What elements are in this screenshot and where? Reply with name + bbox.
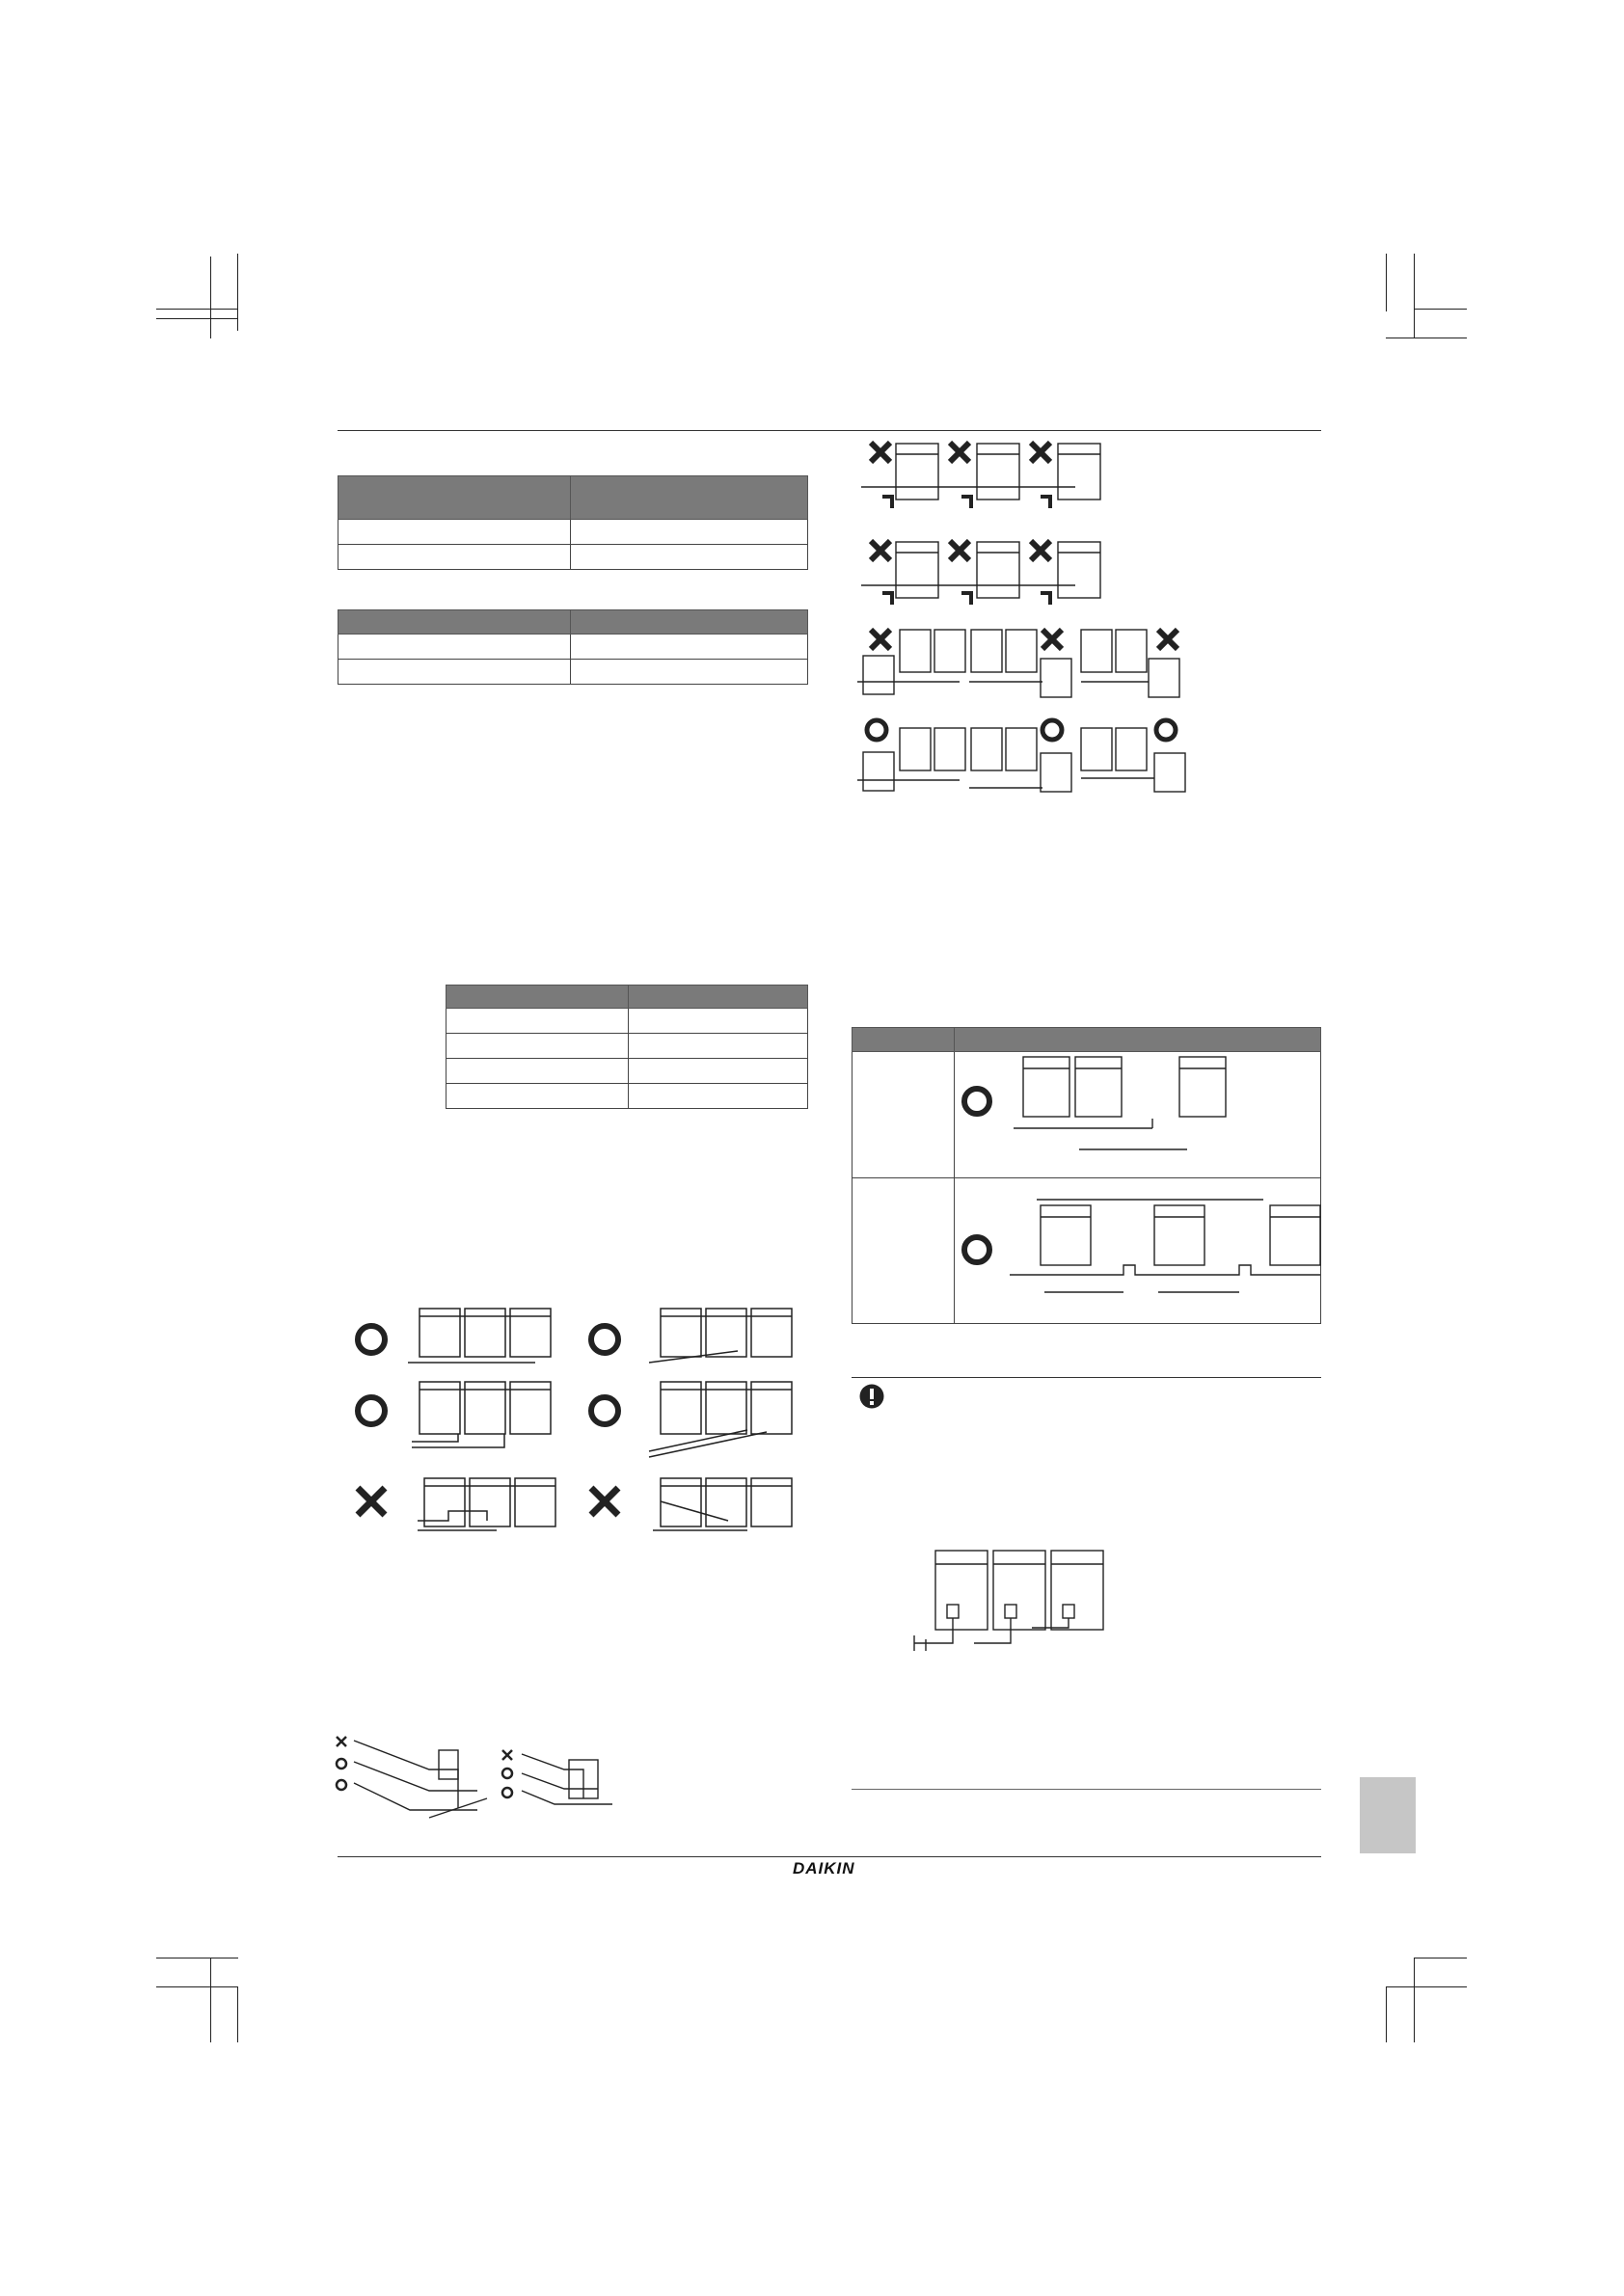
outdoor-unit-connection-diagram	[342, 1297, 805, 1548]
ok-circle-icon	[1156, 720, 1176, 740]
ng-cross-icon	[1158, 630, 1177, 649]
ok-circle-icon	[964, 1237, 989, 1262]
ok-circle-icon	[1042, 720, 1062, 740]
ng-cross-icon	[591, 1488, 618, 1515]
spec-table-1	[338, 475, 808, 570]
installation-example-diagram	[950, 1051, 1321, 1321]
ok-circle-icon	[964, 1089, 989, 1114]
ok-circle-icon	[591, 1397, 618, 1424]
ok-circle-icon	[358, 1326, 385, 1353]
header-rule	[338, 430, 1321, 431]
ok-circle-icon	[867, 720, 886, 740]
ng-cross-icon	[1031, 443, 1050, 462]
ng-cross-icon	[1042, 630, 1062, 649]
ng-cross-icon	[871, 541, 890, 560]
right-column-end-rule	[852, 1789, 1321, 1790]
warning-exclamation-icon	[858, 1383, 885, 1410]
notice-top-rule	[852, 1377, 1321, 1378]
footer-rule	[338, 1856, 1321, 1857]
ng-cross-icon	[871, 443, 890, 462]
multi-unit-drain-diagram	[907, 1543, 1109, 1659]
spec-table-2	[338, 609, 808, 685]
ng-cross-icon	[358, 1488, 385, 1515]
side-language-tab	[1360, 1777, 1416, 1853]
daikin-logo: DAIKIN	[793, 1859, 855, 1877]
spec-table-3	[446, 985, 808, 1109]
ng-cross-icon	[950, 443, 969, 462]
ng-cross-icon	[1031, 541, 1050, 560]
ng-cross-icon	[871, 630, 890, 649]
ok-circle-icon	[358, 1397, 385, 1424]
ng-cross-icon	[950, 541, 969, 560]
drain-piping-diagram	[853, 439, 1278, 820]
pipe-routing-detail	[333, 1731, 622, 1823]
ok-circle-icon	[591, 1326, 618, 1353]
